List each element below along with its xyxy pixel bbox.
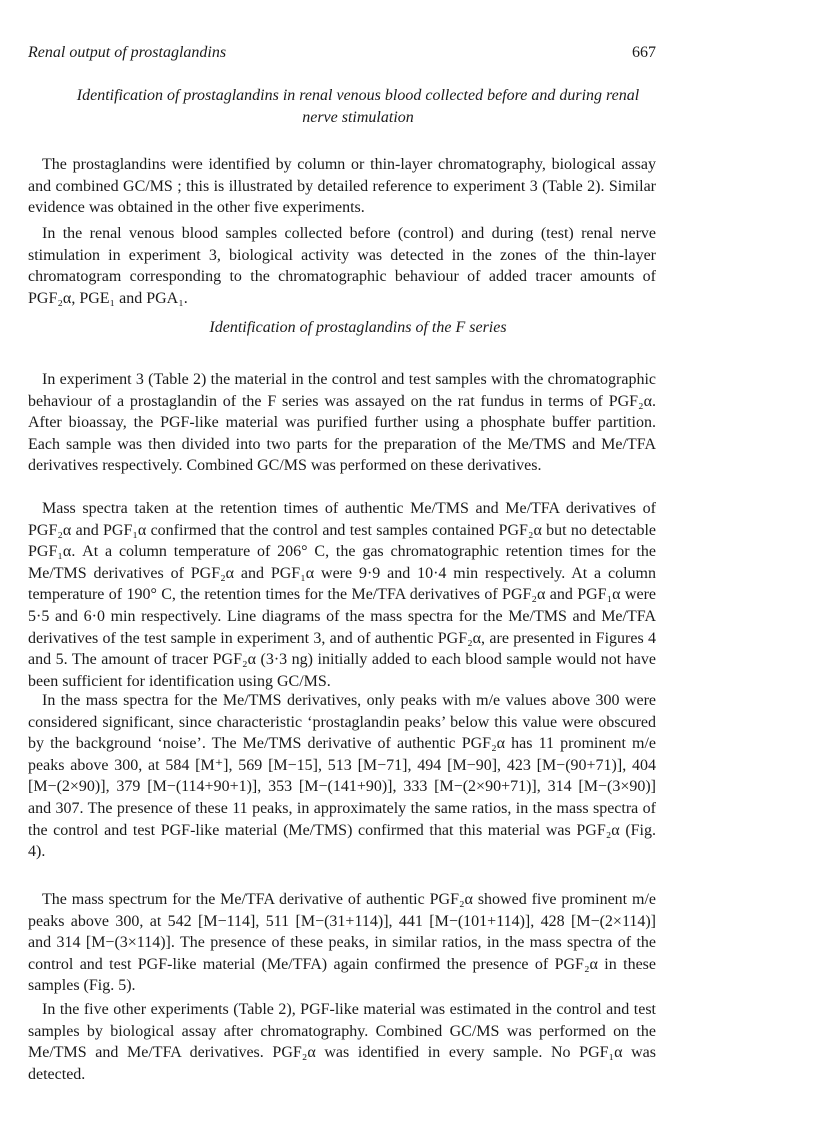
paragraph: The prostaglandins were identified by column or thin-layer chromatography, biological assay and combined GC/MS ; this is illustrated by detailed reference to experiment 3 (Table 2). Similar evidence was obtained in the other five experiments.	[28, 156, 656, 217]
section-heading-identification-renal-venous: Identification of prostaglandins in renal venous blood collected before and during renal nerve stimulation	[76, 87, 640, 126]
running-head	[28, 44, 656, 66]
running-title: Renal output of prostaglandins	[28, 44, 227, 61]
section-heading-f-series: Identification of prostaglandins of the F series	[209, 319, 507, 336]
page-number: 667	[632, 44, 656, 61]
paragraph: In the renal venous blood samples collected before (control) and during (test) renal nerve stimulation in experiment 3, biological activity was detected in the zones of the thin-layer chromatogram corresponding to the chromatographic behaviour of added tracer amounts of PGF₂α, PGE₁ and PGA₁.	[28, 225, 656, 307]
paragraph: Mass spectra taken at the retention times of authentic Me/TMS and Me/TFA derivatives of PGF₂α and PGF₁α confirmed that the control and test samples contained PGF₂α but no detectable PGF₁α. At a column temperature of 206° C, the gas chromatographic retention times for the Me/TMS derivatives of PGF₂α and PGF₁α were 9·9 and 10·4 min respectively. At a column temperature of 190° C, the retention times for the Me/TFA derivatives of PGF₂α and PGF₁α were 5·5 and 6·0 min respectively. Line diagrams of the mass spectra for the Me/TMS and Me/TFA derivatives of the test sample in experiment 3, and of authentic PGF₂α, are presented in Figures 4 and 5. The amount of tracer PGF₂α (3·3 ng) initially added to each blood sample would not have been sufficient for identification using GC/MS.	[28, 500, 656, 690]
paragraph: In the five other experiments (Table 2), PGF-like material was estimated in the control and test samples by biological assay after chromatography. Combined GC/MS was performed on the Me/TMS and Me/TFA derivatives. PGF₂α was identified in every sample. No PGF₁α was detected.	[28, 1001, 656, 1083]
paragraph: In the mass spectra for the Me/TMS derivatives, only peaks with m/e values above 300 were considered significant, since characteristic ‘prostaglandin peaks’ below this value were obscured by the background ‘noise’. The Me/TMS derivative of authentic PGF₂α has 11 prominent m/e peaks above 300, at 584 [M⁺], 569 [M−15], 513 [M−71], 494 [M−90], 423 [M−(90+71)], 404 [M−(2×90)], 379 [M−(114+90+1)], 353 [M−(141+90)], 333 [M−(2×90+71)], 314 [M−(3×90)] and 307. The presence of these 11 peaks, in approximately the same ratios, in the mass spectra of the control and test PGF-like material (Me/TMS) confirmed that this material was PGF₂α (Fig. 4).	[28, 692, 656, 861]
paragraph: In experiment 3 (Table 2) the material in the control and test samples with the chromatographic behaviour of a prostaglandin of the F series was assayed on the rat fundus in terms of PGF₂α. After bioassay, the PGF-like material was purified further using a phosphate buffer partition. Each sample was then divided into two parts for the preparation of the Me/TMS and Me/TFA derivatives respectively. Combined GC/MS was performed on these derivatives.	[28, 371, 656, 475]
paragraph: The mass spectrum for the Me/TFA derivative of authentic PGF₂α showed five prominent m/e peaks above 300, at 542 [M−114], 511 [M−(31+114)], 441 [M−(101+114)], 428 [M−(2×114)] and 314 [M−(3×114)]. The presence of these peaks, in similar ratios, in the mass spectra of the control and test PGF-like material (Me/TFA) again confirmed the presence of PGF₂α in these samples (Fig. 5).	[28, 891, 656, 995]
